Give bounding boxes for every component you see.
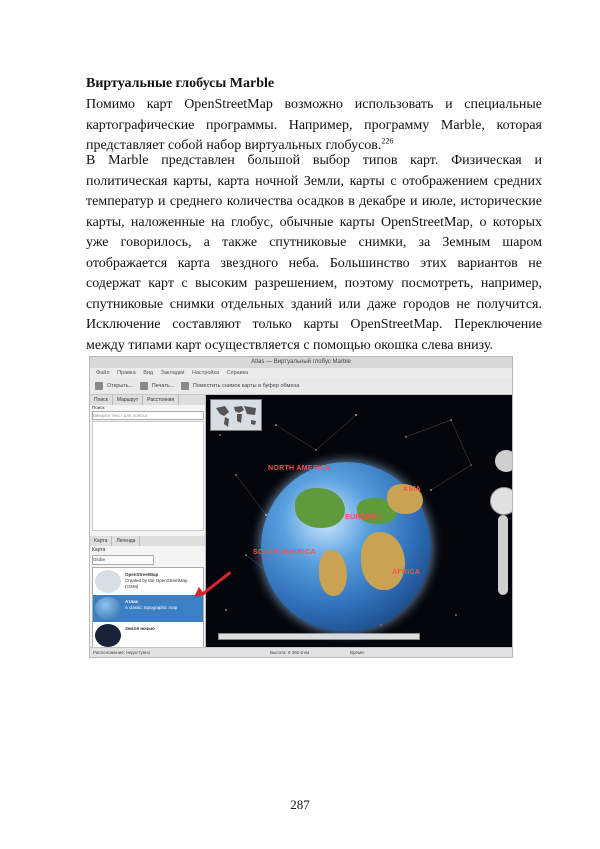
menu-edit[interactable]: Правка xyxy=(117,370,136,376)
label-africa: AFRICA xyxy=(392,569,421,576)
open-icon[interactable] xyxy=(95,382,103,390)
status-position: Расположение: недоступно xyxy=(93,650,151,655)
map-tabs xyxy=(90,536,205,546)
theme-desc: A classic topographic map xyxy=(125,605,178,610)
land-north-america xyxy=(295,488,345,528)
label-south-america: SOUTH AMERICA xyxy=(253,549,316,556)
page-number: 287 xyxy=(290,797,310,812)
menu-settings[interactable]: Настройка xyxy=(192,370,220,376)
print-button[interactable]: Печать... xyxy=(151,383,175,389)
search-label: Поиск xyxy=(92,405,105,410)
theme-thumbnail xyxy=(95,624,121,647)
theme-thumbnail xyxy=(95,597,121,620)
compass-icon[interactable] xyxy=(495,450,513,472)
land-africa xyxy=(361,532,405,590)
tab-distances[interactable]: Расстояния xyxy=(143,395,179,405)
zoom-slider[interactable] xyxy=(498,515,508,595)
scale-bar xyxy=(218,633,420,640)
tab-map[interactable]: Карта xyxy=(90,536,112,546)
copy-map-icon[interactable] xyxy=(181,382,189,390)
footnote-ref: 226 xyxy=(381,136,394,146)
marble-screenshot xyxy=(89,356,513,658)
theme-title: Земля ночью xyxy=(125,626,155,631)
paragraph-1-text: Помимо карт OpenStreetMap возможно использовать и специальные картографические программы. Например, программу Marble, которая представляет собой набор виртуальных глобусов. xyxy=(86,97,542,153)
label-asia: ASIA xyxy=(403,486,421,493)
label-europe: EUROPE xyxy=(345,514,377,521)
land-south-america xyxy=(319,550,347,596)
sidebar-tabs xyxy=(90,395,205,405)
theme-item[interactable] xyxy=(93,568,203,595)
status-time: Время: xyxy=(350,650,365,655)
tab-search[interactable]: Поиск xyxy=(90,395,113,405)
status-altitude: Высота: 9 392.9 км xyxy=(270,650,310,655)
navigation-pad[interactable] xyxy=(490,487,513,515)
map-label: Карта xyxy=(92,547,106,553)
menu-file[interactable]: Файл xyxy=(96,370,110,376)
theme-item-selected[interactable] xyxy=(93,595,203,622)
print-icon[interactable] xyxy=(140,382,148,390)
section-heading: Виртуальные глобусы Marble xyxy=(86,76,275,91)
theme-item[interactable] xyxy=(93,622,203,649)
projection-select[interactable]: Globe xyxy=(92,555,154,565)
theme-title: OpenStreetMap xyxy=(125,572,159,577)
tab-legend[interactable]: Легенда xyxy=(112,536,140,546)
sidebar xyxy=(90,395,206,647)
copy-map-button[interactable]: Поместить снимок карты в буфер обмена xyxy=(192,383,300,389)
theme-desc: Created by the OpenStreetMap (OSM) xyxy=(125,578,188,589)
theme-title: Атлас xyxy=(125,599,139,604)
status-bar xyxy=(90,647,512,658)
paragraph-1 xyxy=(86,95,542,157)
menu-bookmarks[interactable]: Закладки xyxy=(160,370,185,376)
tab-route[interactable]: Маршрут xyxy=(113,395,143,405)
open-button[interactable]: Открыть... xyxy=(107,383,134,389)
menu-help[interactable]: Справка xyxy=(226,370,249,376)
theme-thumbnail xyxy=(95,570,121,593)
menu-view[interactable]: Вид xyxy=(143,370,154,376)
search-input[interactable]: Введите текст для поиска xyxy=(92,411,204,420)
menu-bar xyxy=(90,368,512,378)
toolbar xyxy=(90,378,512,395)
window-title: Atlas — Виртуальный глобус Marble xyxy=(90,357,512,368)
search-results xyxy=(92,421,204,531)
theme-list xyxy=(92,567,204,653)
paragraph-2: В Marble представлен большой выбор типов карт. Физическая и политическая карты, карта ночной Земли, карты с отображением средних температур и среднего количества осадков в декабре и июле, исторические карты, наложенные на глобус, обычные карты OpenStreetMap, о которых уже говорилось, а также спутниковые снимки, за Земным шаром отображается карта звездного неба. Большинство этих вариантов не содержат карт с высоким разрешением, поэтому посмотреть, например, спутниковые снимки отдельных зданий или даже городов не получится. Исключение составляют только карты OpenStreetMap. Переключение между типами карт осуществляется с помощью окошка слева внизу. xyxy=(86,153,542,353)
label-north-america: NORTH AMERICA xyxy=(268,465,332,472)
